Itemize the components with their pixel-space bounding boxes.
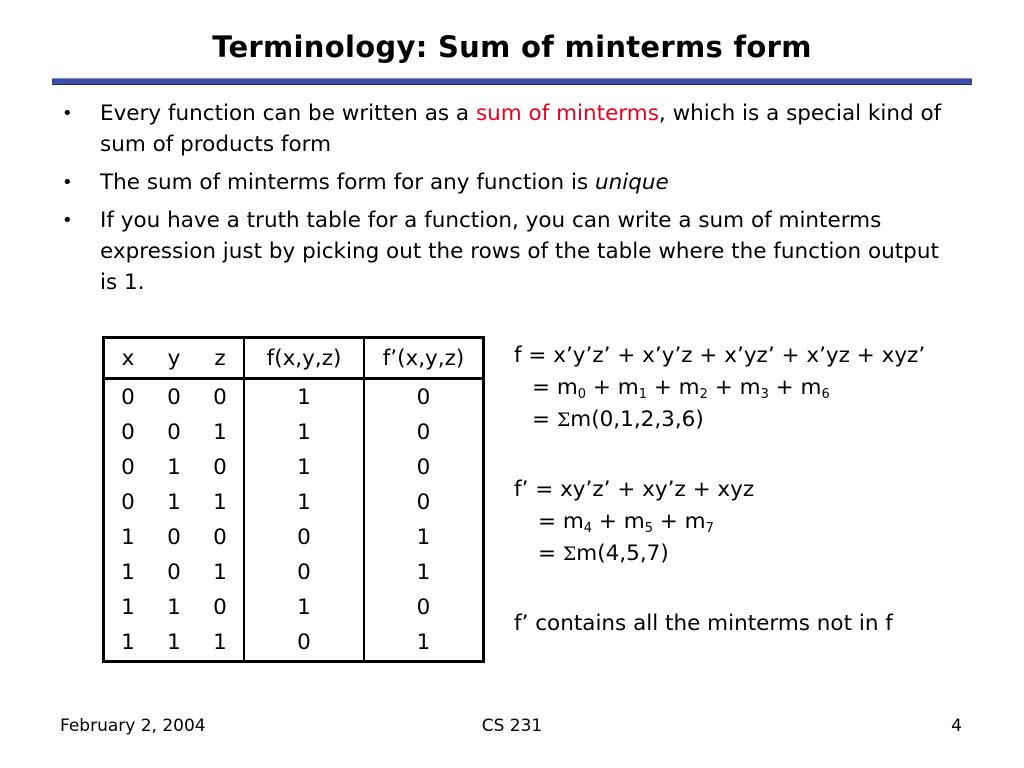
table-cell: 1 <box>364 625 484 662</box>
table-cell: 1 <box>121 595 135 620</box>
minterm-join: + m <box>586 375 639 400</box>
table-cell: 1 <box>167 595 181 620</box>
table-row <box>104 415 484 450</box>
table-cell: 1 <box>121 525 135 550</box>
minterm-join: + m <box>653 509 706 534</box>
table-row <box>104 555 484 590</box>
bullet-item <box>58 167 958 198</box>
bullet-icon: • <box>62 103 73 124</box>
eq-prefix: = m <box>538 509 584 534</box>
table-cell: 0 <box>167 560 181 585</box>
minterm-index: 6 <box>821 387 830 402</box>
table-cell: 1 <box>364 520 484 555</box>
table-cell: 0 <box>167 525 181 550</box>
table-cell: 0 <box>364 415 484 450</box>
bullet-icon: • <box>62 172 73 193</box>
table-cell: 0 <box>167 420 181 445</box>
table-cell: 1 <box>213 490 227 515</box>
f-prime-sigma-form <box>514 538 925 570</box>
table-cell: 1 <box>244 590 364 625</box>
bullet-text: The sum of minterms form for any function is <box>100 170 596 195</box>
table-cell: 1 <box>213 420 227 445</box>
header-z: z <box>197 338 244 379</box>
bullet-text: , which is a special kind of sum of products form <box>100 101 942 157</box>
table-cell: 1 <box>167 490 181 515</box>
f-prime-expression: f’ = xy’z’ + xy’z + xyz <box>514 477 755 502</box>
table-cell: 1 <box>244 415 364 450</box>
f-expression: f = x’y’z’ + x’y’z + x’yz’ + x’yz + xyz’ <box>514 343 926 368</box>
table-cell: 1 <box>167 630 181 655</box>
table-cell: 1 <box>244 485 364 520</box>
table-row <box>104 450 484 485</box>
minterm-index: 7 <box>705 521 714 536</box>
table-cell: 0 <box>121 490 135 515</box>
table-cell: 0 <box>213 385 227 410</box>
f-prime-minterm-sum <box>514 506 925 538</box>
header-f-prime: f’(x,y,z) <box>364 338 484 379</box>
header-f: f(x,y,z) <box>244 338 364 379</box>
table-cell: 1 <box>167 455 181 480</box>
truth-table <box>102 336 485 663</box>
footer-page-number: 4 <box>951 716 962 736</box>
minterm-index: 0 <box>577 387 587 402</box>
table-row <box>104 379 484 416</box>
truth-table-body <box>104 379 484 662</box>
table-row <box>104 485 484 520</box>
table-cell: 1 <box>121 630 135 655</box>
bullet-item <box>58 98 958 160</box>
table-cell: 0 <box>213 595 227 620</box>
sigma-symbol: Σ <box>556 409 571 431</box>
minterm-join: + m <box>647 375 700 400</box>
table-cell: 1 <box>121 560 135 585</box>
table-cell: 1 <box>213 560 227 585</box>
table-cell: 1 <box>364 555 484 590</box>
table-cell: 0 <box>121 420 135 445</box>
table-cell: 1 <box>213 630 227 655</box>
minterm-join: + m <box>592 509 645 534</box>
table-cell: 0 <box>364 379 484 416</box>
table-header-row <box>104 338 484 379</box>
table-cell: 0 <box>364 485 484 520</box>
f-minterm-sum <box>514 372 925 404</box>
footer-date: February 2, 2004 <box>60 716 206 736</box>
eq-prefix: = <box>532 407 557 432</box>
sigma-symbol: Σ <box>562 543 577 565</box>
sigma-args: m(0,1,2,3,6) <box>570 407 704 432</box>
table-cell: 0 <box>244 555 364 590</box>
table-cell: 1 <box>244 450 364 485</box>
bullet-item <box>58 205 958 298</box>
emphasis-text: unique <box>595 170 669 195</box>
minterm-join: + m <box>768 375 822 400</box>
table-cell: 0 <box>213 455 227 480</box>
bullet-text: If you have a truth table for a function, you can write a sum of minterms expression just by picking out the rows of the table where the function output is 1. <box>100 208 939 295</box>
table-cell: 0 <box>364 450 484 485</box>
table-row <box>104 590 484 625</box>
f-sigma-form <box>514 404 925 436</box>
table-cell: 0 <box>121 455 135 480</box>
sigma-args: m(4,5,7) <box>576 541 669 566</box>
table-cell: 0 <box>213 525 227 550</box>
highlight-text: sum of minterms <box>475 101 659 126</box>
minterm-index: 5 <box>644 521 653 536</box>
table-row <box>104 625 484 662</box>
table-cell: 0 <box>244 625 364 662</box>
complement-note: f’ contains all the minterms not in f <box>514 611 893 636</box>
slide-title: Terminology: Sum of minterms form <box>212 30 812 64</box>
bullet-text: Every function can be written as a <box>100 101 476 126</box>
minterm-index: 4 <box>583 521 593 536</box>
bullet-list <box>58 98 958 305</box>
minterm-index: 2 <box>699 387 708 402</box>
title-underline <box>52 78 972 85</box>
table-cell: 0 <box>121 385 135 410</box>
bullet-icon: • <box>62 210 73 231</box>
minterm-index: 3 <box>760 387 769 402</box>
table-cell: 1 <box>244 379 364 416</box>
minterm-index: 1 <box>638 387 647 402</box>
table-cell: 0 <box>244 520 364 555</box>
footer-course: CS 231 <box>481 716 543 736</box>
eq-prefix: = m <box>532 375 578 400</box>
equations-panel <box>514 340 925 640</box>
table-row <box>104 520 484 555</box>
minterm-join: + m <box>707 375 761 400</box>
header-x: x <box>104 338 152 379</box>
table-cell: 0 <box>167 385 181 410</box>
table-cell: 0 <box>364 590 484 625</box>
eq-prefix: = <box>538 541 563 566</box>
header-y: y <box>151 338 197 379</box>
